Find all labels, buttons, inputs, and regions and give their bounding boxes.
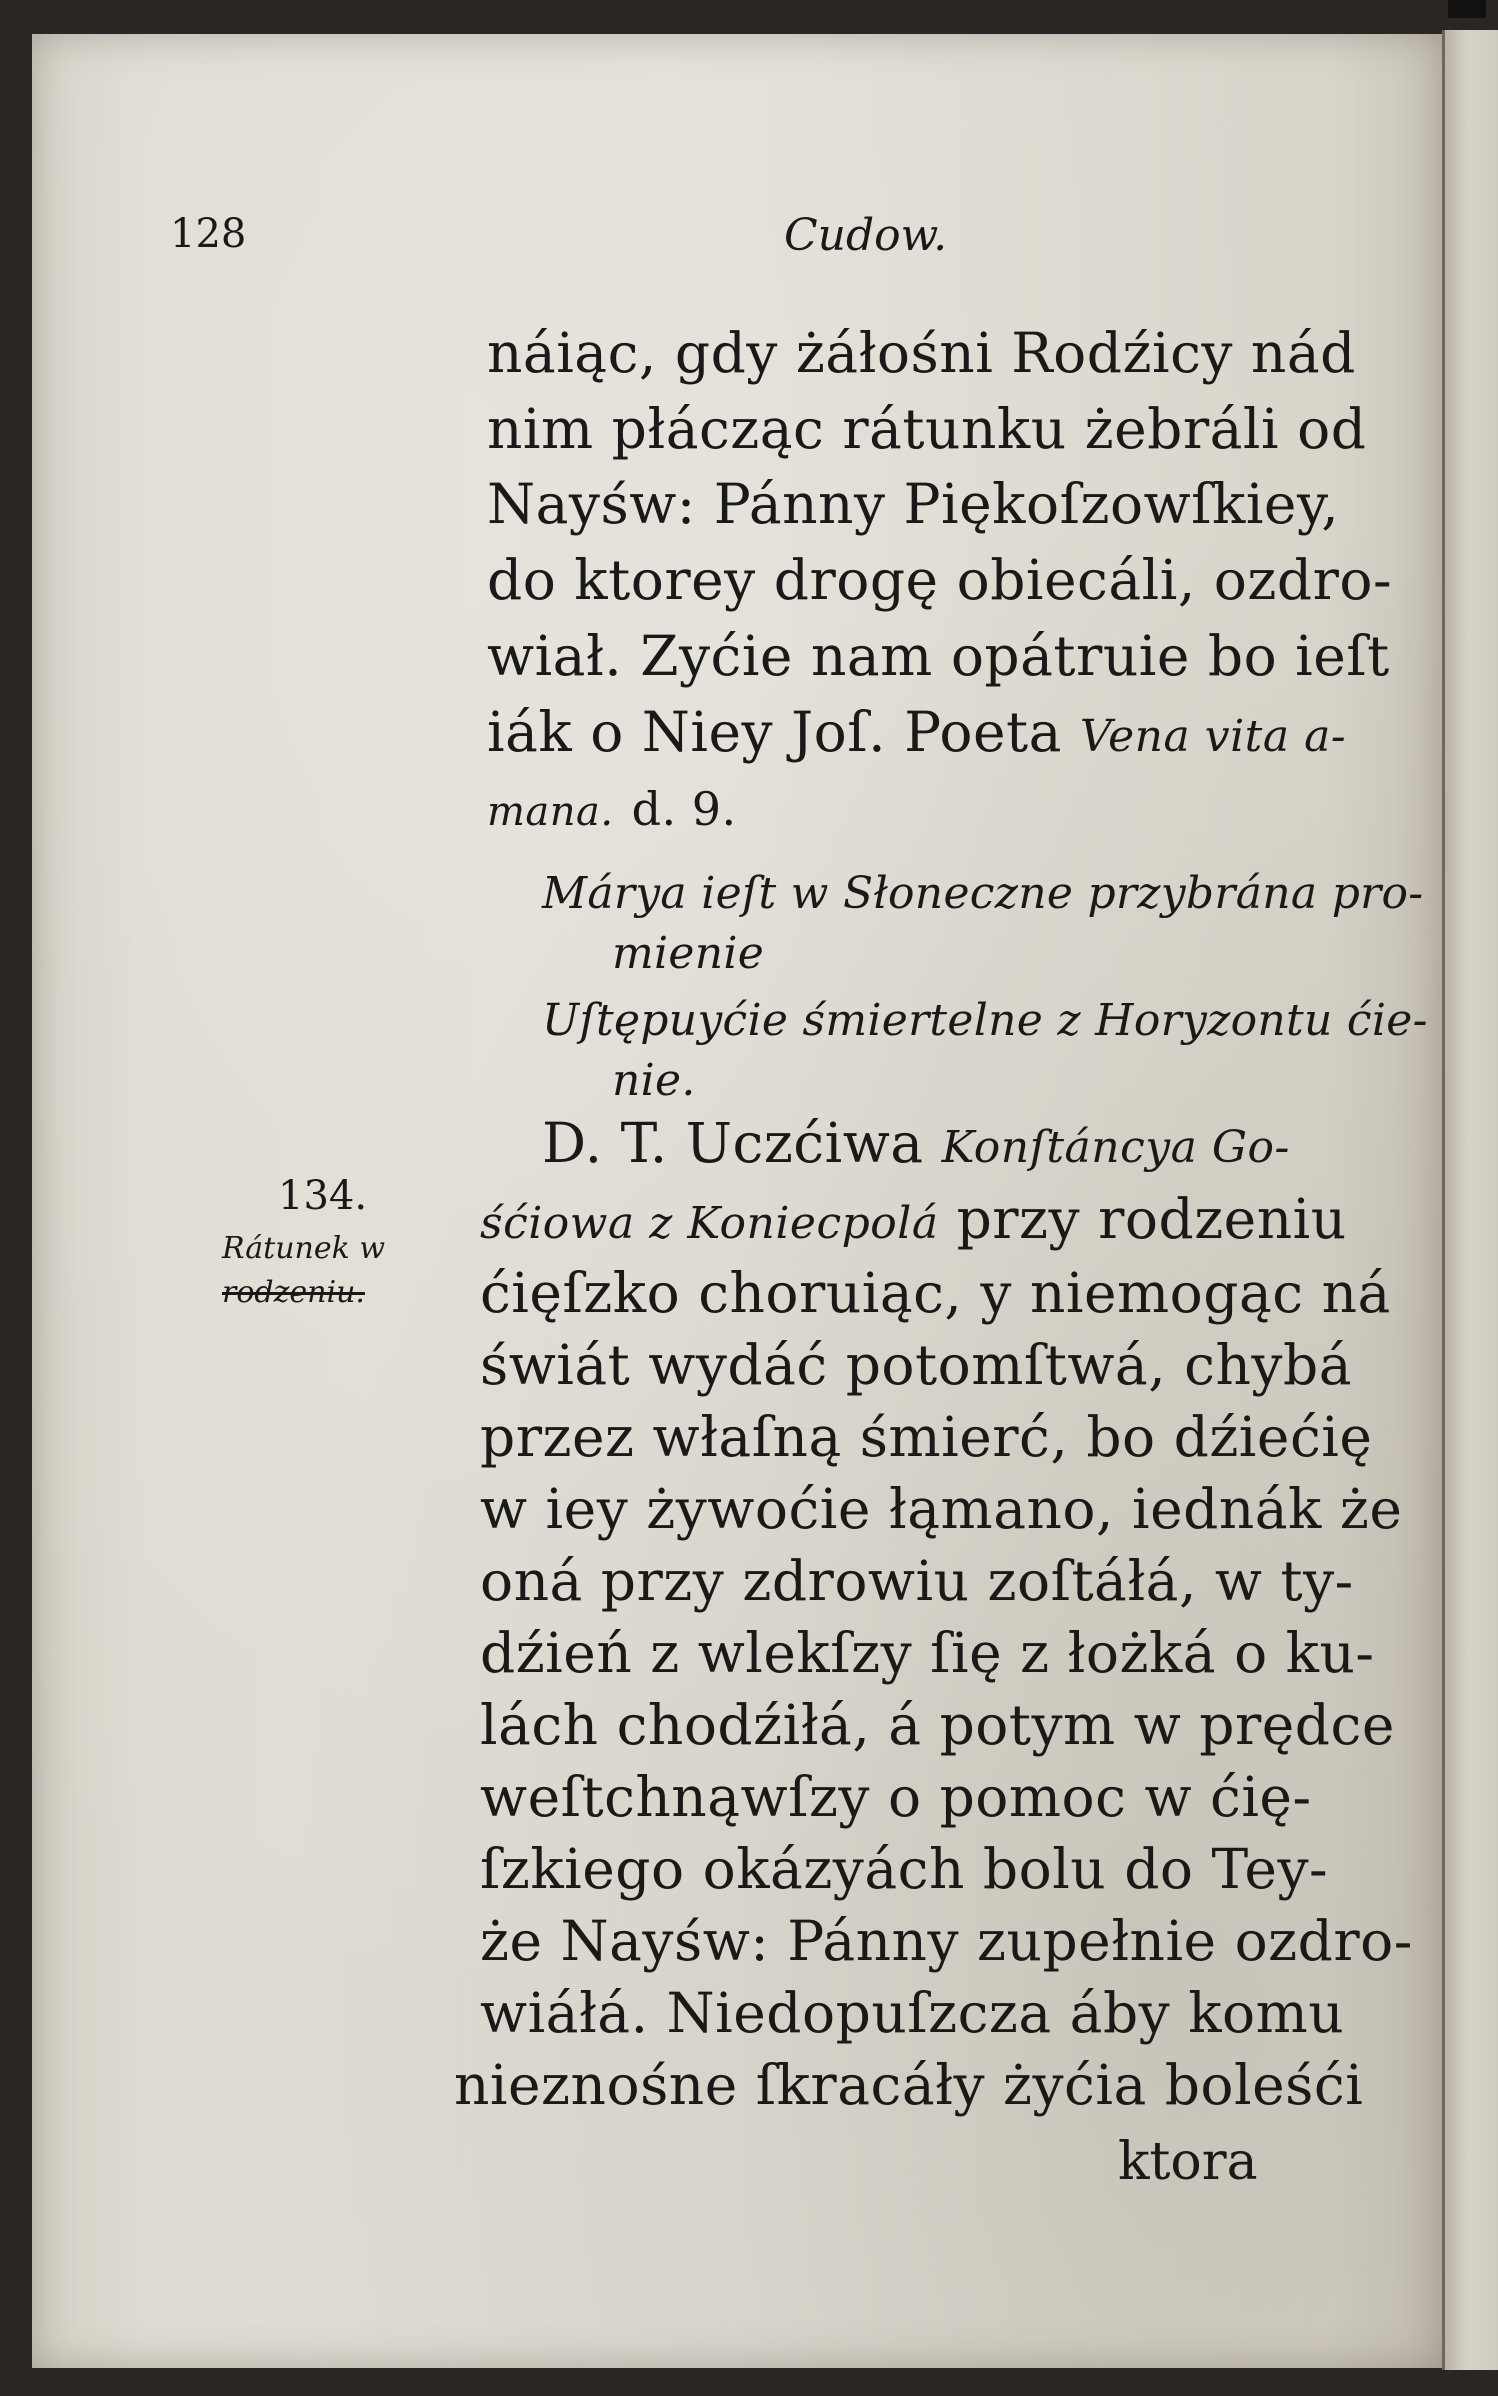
text-line: weſtchnąwſzy o pomoc w ćię- <box>480 1765 1312 1829</box>
scan-corner-mark <box>1448 0 1486 18</box>
text-line: náiąc, gdy żáłośni Rodźicy nád <box>487 321 1356 385</box>
text-line <box>487 700 1347 764</box>
verse-line: Márya ieſt w Słoneczne przybrána pro- <box>542 868 1424 919</box>
text-line: w iey żywoćie łąmano, iednák że <box>480 1477 1403 1541</box>
text-line: wiáłá. Niedopuſzcza áby komu <box>480 1981 1345 2045</box>
person-name: śćiowa z Koniecpolá <box>480 1198 939 1249</box>
text-line: ćięſzko choruiąc, y niemogąc ná <box>480 1261 1391 1325</box>
text-line: oná przy zdrowiu zoſtáłá, w ty- <box>480 1549 1354 1613</box>
text-line: lách chodźiłá, á potym w prędce <box>480 1693 1395 1757</box>
latin-quote: mana. <box>487 789 614 835</box>
text-line <box>542 1111 1290 1175</box>
text-line <box>480 1187 1347 1251</box>
margin-note: Rátunek w <box>222 1231 386 1266</box>
catchword: ktora <box>1118 2132 1258 2192</box>
latin-quote: Vena vita a- <box>1079 711 1347 762</box>
text-line <box>487 779 737 834</box>
facing-page-edge <box>1442 30 1498 2370</box>
text-line: do ktorey drogę obiecáli, ozdro- <box>487 548 1393 612</box>
text-line: że Nayśw: Pánny zupełnie ozdro- <box>480 1909 1413 1973</box>
margin-note: rodzeniu. <box>222 1275 365 1310</box>
text-line: wiał. Zyćie nam opátruie bo ieſt <box>487 624 1390 688</box>
text-line: Nayśw: Pánny Piękoſzowſkiey, <box>487 472 1340 536</box>
text-line: przez właſną śmierć, bo dźiećię <box>480 1405 1373 1469</box>
running-title: Cudow. <box>784 210 948 261</box>
book-page <box>32 34 1442 2368</box>
text-line: świát wydáć potomſtwá, chybá <box>480 1333 1352 1397</box>
person-name: Konſtáncya Go- <box>941 1122 1290 1173</box>
text-segment: D. T. Uczćiwa <box>542 1111 924 1175</box>
text-segment: iák o Niey Joſ. Poeta <box>487 700 1062 764</box>
text-line: ſzkiego okázyách bolu do Tey- <box>480 1837 1329 1901</box>
text-line: nim płácząc rátunku żebráli od <box>487 397 1367 461</box>
text-line: dźień z wlekſzy ſię z łożká o ku- <box>480 1621 1375 1685</box>
page-number: 128 <box>170 211 247 257</box>
verse-line: nie. <box>612 1055 696 1106</box>
text-line: nieznośne ſkracáły żyćia boleśći <box>454 2053 1364 2117</box>
verse-line: Uſtępuyćie śmiertelne z Horyzontu ćie- <box>542 995 1428 1046</box>
margin-number: 134. <box>278 1173 368 1219</box>
text-segment: d. 9. <box>631 782 737 836</box>
text-segment: przy rodzeniu <box>956 1187 1347 1251</box>
verse-line: mienie <box>612 928 765 979</box>
